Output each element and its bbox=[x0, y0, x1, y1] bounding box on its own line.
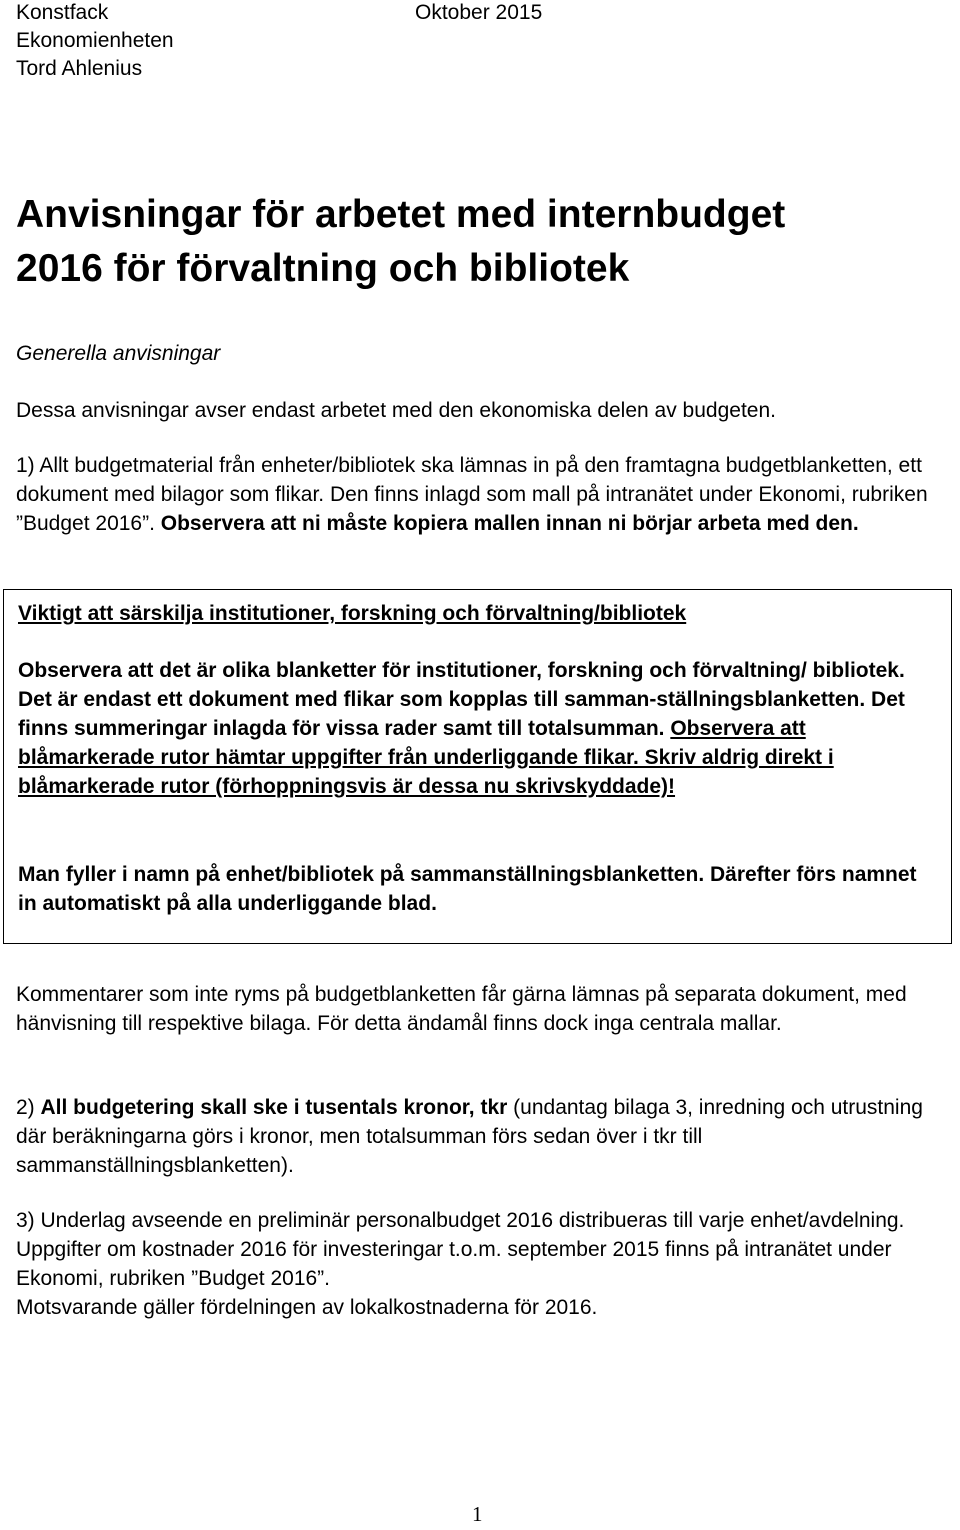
header-date: Oktober 2015 bbox=[415, 1, 543, 24]
notice-box-final: Man fyller i namn på enhet/bibliotek på sammanställningsblanketten. Därefter förs namnet in automatiskt på alla underliggande blad. bbox=[18, 863, 917, 915]
point-3-text: 3) Underlag avseende en preliminär personalbudget 2016 distribueras till varje enhet/avdelning. Uppgifter om kostnader 2016 för investeringar t.o.m. september 2015 finns på intranätet under Ekonomi, rubriken ”Budget 2016”. bbox=[16, 1209, 905, 1290]
intro-paragraph: Dessa anvisningar avser endast arbetet med den ekonomiska delen av budgeten. bbox=[16, 399, 776, 422]
point-2-paragraph bbox=[16, 1093, 946, 1180]
point-1-bold-note: Observera att ni måste kopiera mallen innan ni börjar arbeta med den. bbox=[160, 512, 859, 535]
point-2-prefix: 2) bbox=[16, 1096, 41, 1119]
header-organization bbox=[16, 0, 174, 83]
point-3-line2: Motsvarande gäller fördelningen av lokalkostnaderna för 2016. bbox=[16, 1296, 598, 1319]
header-org-line: Konstfack bbox=[16, 1, 109, 24]
header-org-line: Tord Ahlenius bbox=[16, 57, 143, 80]
header-org-line: Ekonomienheten bbox=[16, 29, 174, 52]
section-subtitle: Generella anvisningar bbox=[16, 342, 221, 365]
point-1-paragraph bbox=[16, 451, 946, 538]
point-1-text: 1) Allt budgetmaterial från enheter/bibliotek ska lämnas in på den framtagna budgetblanketten, ett dokument med bilagor som flikar. Den finns inlagd som mall på intranätet under Ekonomi, rubriken ”Budget 2016”. bbox=[16, 454, 928, 535]
point-3-paragraph bbox=[16, 1206, 946, 1322]
title-line: 2016 för förvaltning och bibliotek bbox=[16, 247, 630, 290]
point-2-bold: All budgetering skall ske i tusentals kronor, tkr bbox=[40, 1096, 508, 1119]
notice-box-warning: Observera att blåmarkerade rutor hämtar uppgifter från underliggande flikar. Skriv aldrig direkt i blåmarkerade rutor (förhoppningsvis är dessa nu skrivskyddade)! bbox=[18, 717, 834, 798]
notice-box bbox=[3, 589, 952, 944]
page-number: 1 bbox=[472, 1502, 483, 1526]
document-title bbox=[16, 188, 785, 296]
notice-box-heading: Viktigt att särskilja institutioner, forskning och förvaltning/bibliotek bbox=[18, 602, 687, 625]
title-line: Anvisningar för arbetet med internbudget bbox=[16, 193, 786, 236]
notice-box-body-text: Observera att det är olika blanketter för institutioner, forskning och förvaltning/ bibliotek. Det är endast ett dokument med flikar som kopplas till samman-ställningsblanketten. Det finns summeringar inlagda för vissa rader samt till totalsumman. bbox=[18, 659, 905, 740]
point-2-rest: (undantag bilaga 3, inredning och utrustning där beräkningarna görs i kronor, men totalsumman förs sedan över i tkr till sammanställningsblanketten). bbox=[16, 1096, 923, 1177]
comments-paragraph: Kommentarer som inte ryms på budgetblanketten får gärna lämnas på separata dokument, med hänvisning till respektive bilaga. För detta ändamål finns dock inga centrala mallar. bbox=[16, 983, 907, 1035]
notice-box-body bbox=[18, 656, 933, 801]
